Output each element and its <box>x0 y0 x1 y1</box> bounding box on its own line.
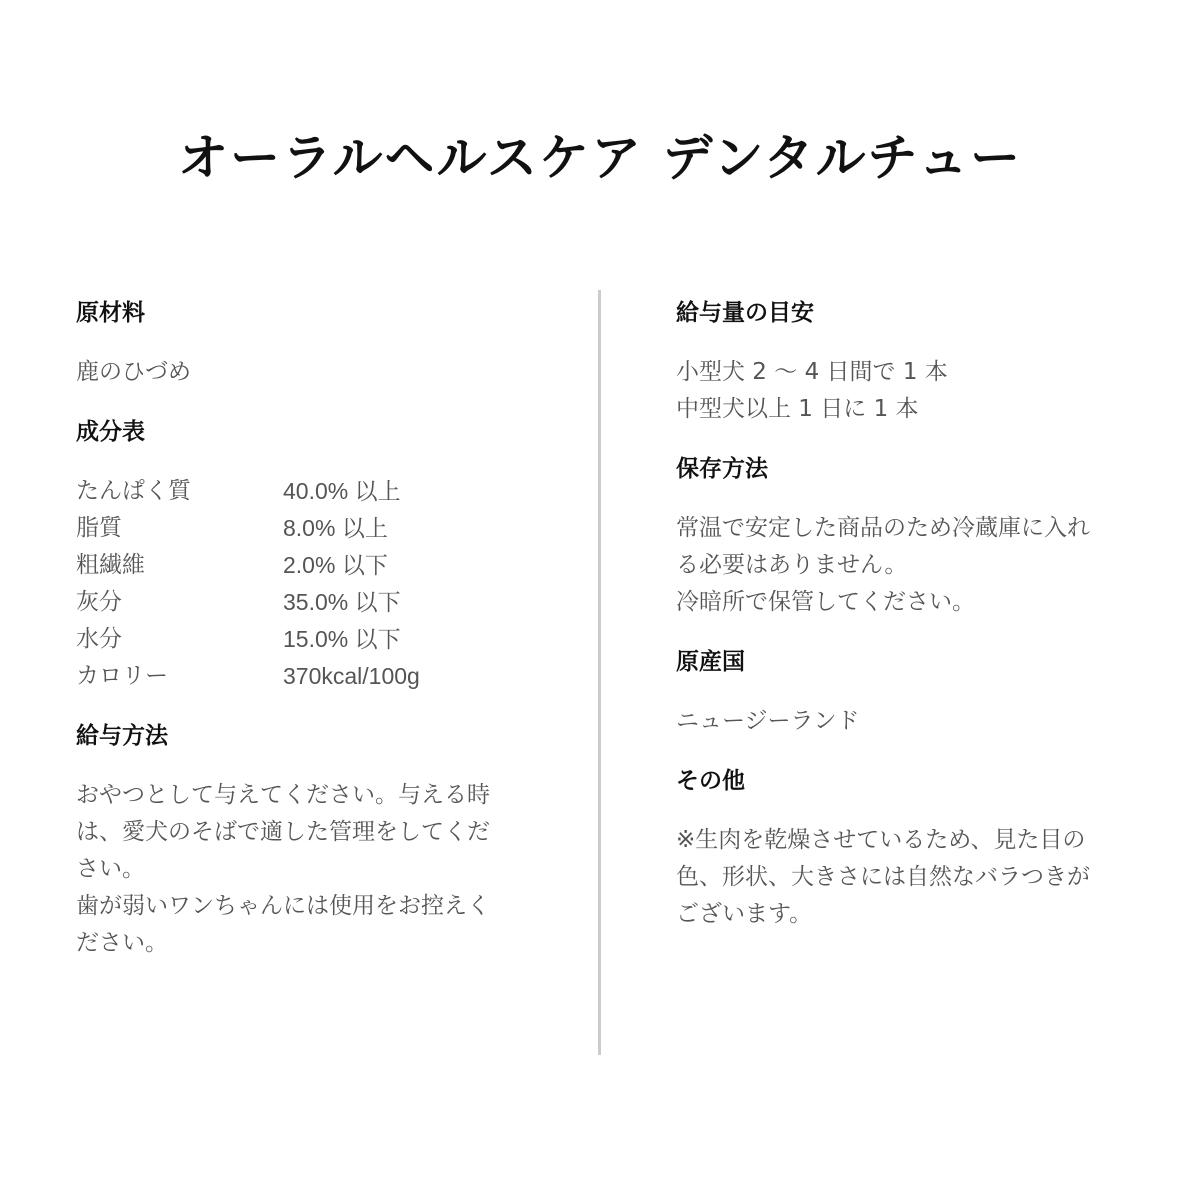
composition-name: 水分 <box>76 626 122 652</box>
feeding-method-text <box>76 777 536 962</box>
other-heading: その他 <box>676 768 745 794</box>
feeding-amount-section <box>676 296 1136 428</box>
storage-heading: 保存方法 <box>676 456 768 482</box>
composition-section <box>76 415 536 695</box>
text-line: 歯が弱いワンちゃんには使用をお控えく <box>76 893 490 919</box>
right-column <box>676 296 1136 957</box>
column-divider <box>598 290 601 1055</box>
feeding-amount-heading: 給与量の目安 <box>676 300 814 326</box>
other-text <box>676 822 1136 933</box>
text-line: さい。 <box>76 856 145 882</box>
ingredients-text: 鹿のひづめ <box>76 359 191 385</box>
storage-text <box>676 510 1136 621</box>
text-line: 色、形状、大きさには自然なバラつきが <box>676 864 1090 890</box>
origin-section <box>676 645 1136 740</box>
composition-value: 40.0% 以上 <box>283 478 401 504</box>
text-line: おやつとして与えてください。与える時 <box>76 782 490 808</box>
text-line: は、愛犬のそばで適した管理をしてくだ <box>76 819 490 845</box>
other-section <box>676 764 1136 933</box>
text-line: 常温で安定した商品のため冷蔵庫に入れ <box>676 515 1090 541</box>
text-line: ※生肉を乾燥させているため、見た目の <box>676 827 1086 853</box>
text-line: る必要はありません。 <box>676 552 908 578</box>
composition-row <box>76 547 536 584</box>
composition-name: 粗繊維 <box>76 552 145 578</box>
composition-value: 8.0% 以上 <box>283 515 388 541</box>
storage-section <box>676 452 1136 621</box>
composition-row <box>76 510 536 547</box>
text-line: 小型犬 2 ～ 4 日間で 1 本 <box>676 359 948 385</box>
text-line: ださい。 <box>76 930 168 956</box>
composition-row <box>76 658 536 695</box>
composition-value: 370kcal/100g <box>283 663 420 689</box>
origin-heading: 原産国 <box>676 649 745 675</box>
left-column <box>76 296 536 986</box>
composition-heading: 成分表 <box>76 419 145 445</box>
text-line: 中型犬以上 1 日に 1 本 <box>676 396 919 422</box>
composition-row <box>76 473 536 510</box>
composition-row <box>76 584 536 621</box>
composition-value: 35.0% 以下 <box>283 589 401 615</box>
composition-value: 15.0% 以下 <box>283 626 401 652</box>
composition-name: 灰分 <box>76 589 122 615</box>
page-title: オーラルヘルスケア デンタルチュー <box>178 128 1022 187</box>
composition-name: たんぱく質 <box>76 478 191 504</box>
ingredients-heading: 原材料 <box>76 300 145 326</box>
ingredients-section <box>76 296 536 391</box>
composition-name: カロリー <box>76 663 168 689</box>
composition-row <box>76 621 536 658</box>
feeding-method-section <box>76 719 536 962</box>
feeding-amount-text <box>676 354 1136 428</box>
text-line: ございます。 <box>676 901 813 927</box>
feeding-method-heading: 給与方法 <box>76 723 168 749</box>
composition-name: 脂質 <box>76 515 122 541</box>
composition-table <box>76 473 536 695</box>
origin-text: ニュージーランド <box>676 708 860 734</box>
text-line: 冷暗所で保管してください。 <box>676 589 975 615</box>
composition-value: 2.0% 以下 <box>283 552 388 578</box>
